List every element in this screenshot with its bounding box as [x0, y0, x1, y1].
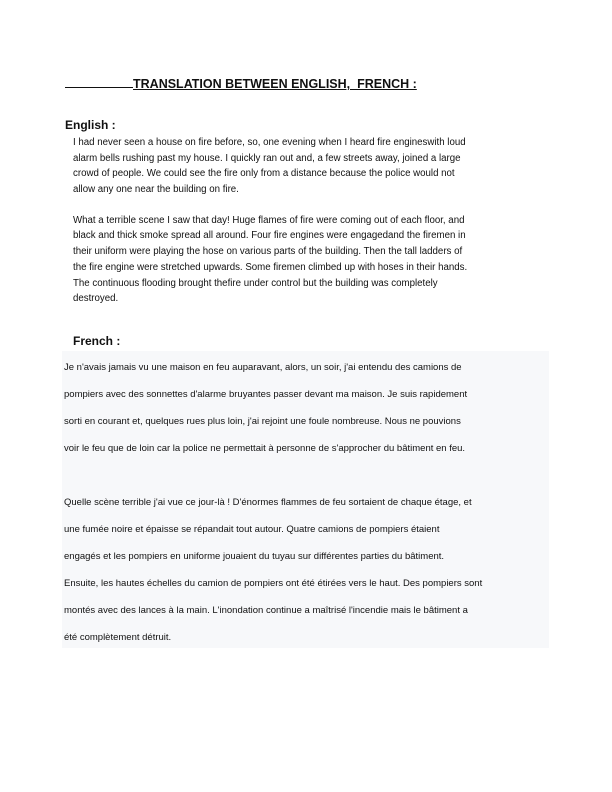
text-line: destroyed. — [73, 293, 119, 304]
english-heading: English : — [65, 118, 116, 132]
title-underline-lead — [65, 75, 133, 88]
text-line: Quelle scène terrible j'ai vue ce jour-là ! D'énormes flammes de feu sortaient de chaque étage, et — [64, 497, 472, 508]
text-line: été complètement détruit. — [64, 632, 172, 643]
french-heading: French : — [73, 334, 121, 348]
text-line: alarm bells rushing past my house. I quickly ran out and, a few streets away, joined a large — [73, 152, 461, 164]
text-line: pompiers avec des sonnettes d'alarme bruyantes passer devant ma maison. Je suis rapidement — [64, 389, 468, 400]
text-line: allow any one near the building on fire. — [73, 183, 239, 195]
text-line: Je n'avais jamais vu une maison en feu auparavant, alors, un soir, j'ai entendu des camions de — [64, 362, 462, 373]
text-line: Ensuite, les hautes échelles du camion de pompiers ont été étirées vers le haut. Des pompiers sont — [64, 578, 483, 589]
text-line: black and thick smoke spread all around. Four fire engines were engagedand the firemen in — [73, 230, 466, 241]
text-line: engagés et les pompiers en uniforme jouaient du tuyau sur différentes parties du bâtiment. — [64, 551, 445, 562]
text-line: voir le feu que de loin car la police ne permettait à personne de s'approcher du bâtiment en feu. — [64, 443, 466, 454]
document-title — [65, 75, 417, 91]
text-line: montés avec des lances à la main. L'inondation continue a maîtrisé l'incendie mais le bâtiment a — [64, 605, 468, 616]
text-line: une fumée noire et épaisse se répandait tout autour. Quatre camions de pompiers étaient — [64, 524, 440, 535]
text-line: their uniform were playing the hose on various parts of the building. Then the tall ladders of — [73, 246, 463, 257]
text-line: What a terrible scene I saw that day! Huge flames of fire were coming out of each floor, and — [73, 214, 465, 226]
text-line: I had never seen a house on fire before, so, one evening when I heard fire engineswith loud — [73, 137, 466, 148]
text-line: sorti en courant et, quelques rues plus loin, j'ai rejoint une foule nombreuse. Nous ne pouvions — [64, 416, 461, 427]
title-text: TRANSLATION BETWEEN ENGLISH, FRENCH : — [133, 77, 417, 91]
text-line: crowd of people. We could see the fire only from a distance because the police would not — [73, 168, 455, 179]
text-line: The continuous flooding brought thefire under control but the building was completely — [73, 277, 438, 289]
text-line: the fire engine were stretched upwards. Some firemen climbed up with hoses in their hands. — [73, 262, 468, 273]
